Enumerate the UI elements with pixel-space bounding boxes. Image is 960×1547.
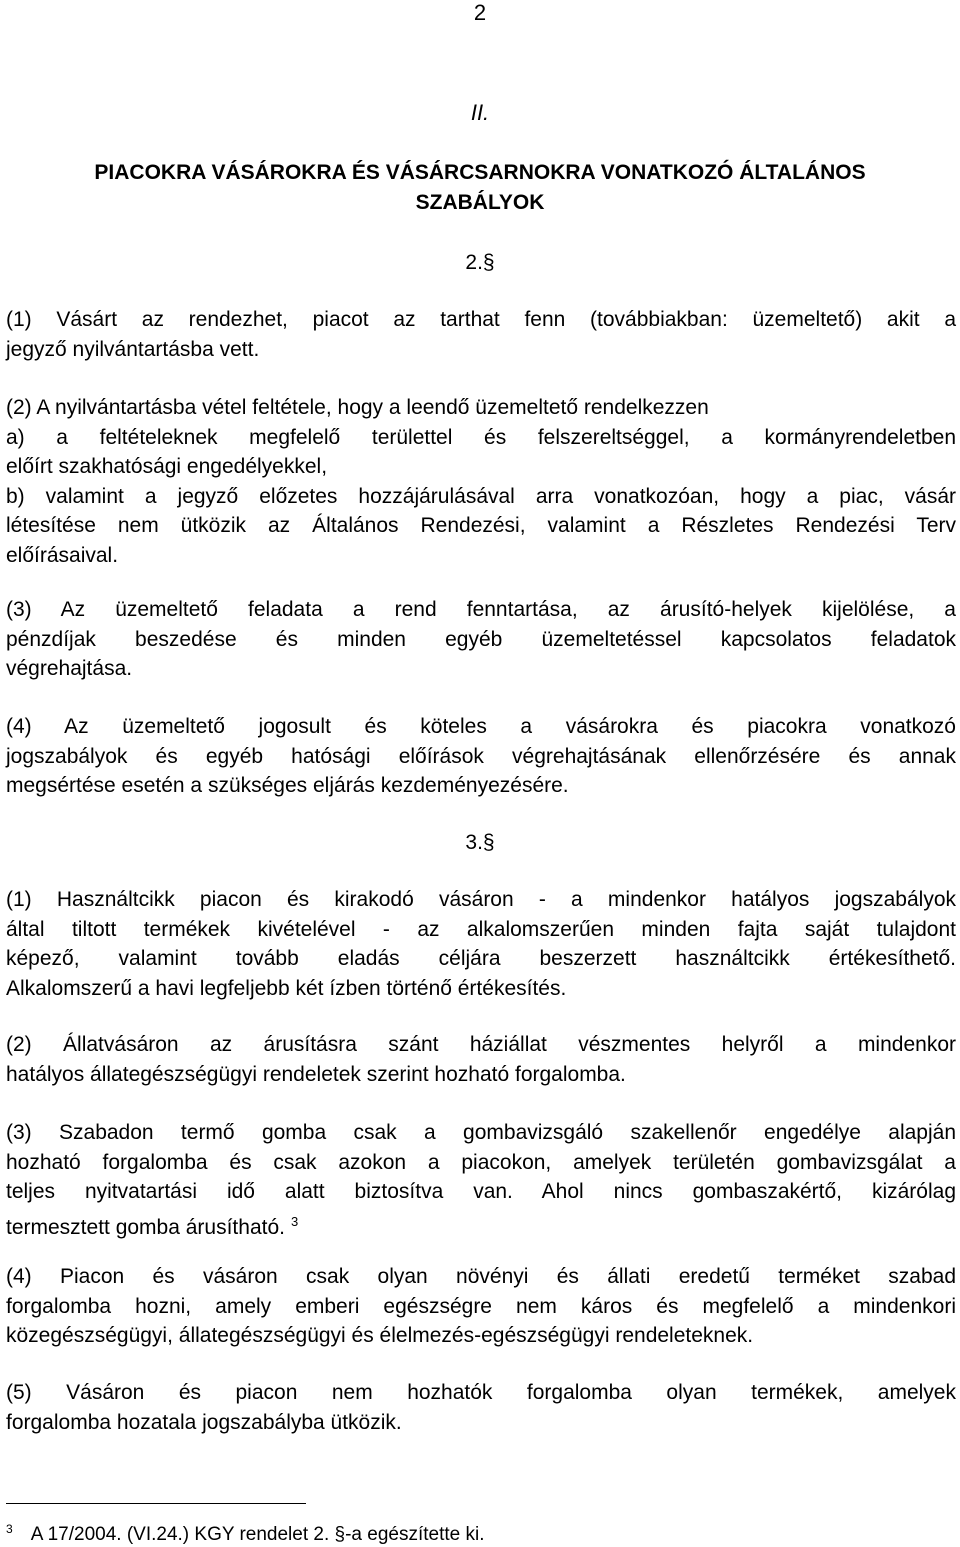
paragraph-line: (2) Állatvásáron az árusításra szánt háziállat vészmentes helyről a mindenkor	[6, 1033, 956, 1056]
section-3-paragraph-3	[6, 1118, 956, 1239]
paragraph-line: (3) Az üzemeltető feladata a rend fenntartása, az árusító-helyek kijelölése, a	[6, 598, 956, 621]
paragraph-line: közegészségügyi, állategészségügyi és élelmezés-egészségügyi rendeleteknek.	[6, 1324, 754, 1347]
paragraph-line: megsértése esetén a szükséges eljárás kezdeményezésére.	[6, 774, 569, 797]
footnote-separator	[6, 1503, 306, 1504]
paragraph-line: (1) Használtcikk piacon és kirakodó vásáron - a mindenkor hatályos jogszabályok	[6, 888, 956, 911]
paragraph-line: hozható forgalomba és csak azokon a piacokon, amelyek területén gombavizsgálat a	[6, 1150, 956, 1174]
paragraph-line: képező, valamint tovább eladás céljára beszerzett használtcikk értékesíthető.	[6, 947, 956, 970]
paragraph-line: előírt szakhatósági engedélyekkel,	[6, 455, 328, 478]
paragraph-line: pénzdíjak beszedése és minden egyéb üzemeltetéssel kapcsolatos feladatok	[6, 627, 956, 651]
paragraph-line: Alkalomszerű a havi legfeljebb két ízben történő értékesítés.	[6, 976, 567, 1000]
paragraph-line: forgalomba hozatala jogszabályba ütközik.	[6, 1410, 402, 1434]
section-3-paragraph-4	[6, 1262, 956, 1351]
paragraph-line: előírásaival.	[6, 543, 119, 567]
paragraph-line: (1) Vásárt az rendezhet, piacot az tarthat fenn (továbbiakban: üzemeltető) akit a	[6, 308, 956, 331]
footnote-text: A 17/2004. (VI.24.) KGY rendelet 2. §-a egészítette ki.	[30, 1524, 485, 1545]
section-3-paragraph-1	[6, 885, 956, 1003]
paragraph-line: által tiltott termékek kivételével - az alkalomszerűen minden fajta saját tulajdont	[6, 917, 956, 941]
section-2-paragraph-4	[6, 712, 956, 801]
paragraph-line: teljes nyitvatartási idő alatt biztosítva van. Ahol nincs gombaszakértő, kizárólag	[6, 1180, 956, 1203]
paragraph-line: létesítése nem ütközik az Általános Rendezési, valamint a Részletes Rendezési Terv	[6, 514, 956, 537]
paragraph-line: (5) Vásáron és piacon nem hozhatók forgalomba olyan termékek, amelyek	[6, 1381, 956, 1404]
paragraph-line: végrehajtása.	[6, 657, 133, 680]
section-2-mark: 2.§	[465, 251, 495, 274]
paragraph-line-text: termesztett gomba árusítható.	[6, 1215, 285, 1239]
footnote-reference[interactable]: 3	[290, 1213, 299, 1229]
paragraph-line: forgalomba hozni, amely emberi egészségre nem káros és megfelelő a mindenkori	[6, 1294, 956, 1318]
page-number: 2	[473, 0, 487, 25]
paragraph-line: (3) Szabadon termő gomba csak a gombavizsgáló szakellenőr engedélye alapján	[6, 1121, 956, 1144]
paragraph-line: (2) A nyilvántartásba vétel feltétele, hogy a leendő üzemeltető rendelkezzen	[6, 396, 709, 419]
section-3-paragraph-5	[6, 1378, 956, 1437]
paragraph-line	[6, 1207, 956, 1237]
chapter-title-line-2: SZABÁLYOK	[415, 191, 545, 214]
chapter-number: II.	[470, 100, 490, 125]
paragraph-line: jogszabályok és egyéb hatósági előírások végrehajtásának ellenőrzésére és annak	[6, 744, 956, 768]
chapter-title	[0, 158, 960, 218]
section-2-paragraph-2	[6, 393, 956, 570]
section-2-paragraph-3	[6, 595, 956, 684]
section-3-mark: 3.§	[465, 831, 495, 854]
footnote	[6, 1517, 485, 1547]
section-3-paragraph-2	[6, 1030, 956, 1089]
section-2-paragraph-1	[6, 305, 956, 364]
paragraph-line: (4) Piacon és vásáron csak olyan növényi és állati eredetű terméket szabad	[6, 1265, 956, 1288]
paragraph-line: a) a feltételeknek megfelelő területtel és felszereltséggel, a kormányrendeletben	[6, 425, 956, 449]
chapter-title-line-1: PIACOKRA VÁSÁROKRA ÉS VÁSÁRCSARNOKRA VONATKOZÓ ÁLTALÁNOS	[94, 161, 866, 184]
paragraph-line: b) valamint a jegyző előzetes hozzájárulásával arra vonatkozóan, hogy a piac, vásár	[6, 484, 956, 508]
paragraph-line: jegyző nyilvántartásba vett.	[6, 337, 260, 361]
paragraph-line: hatályos állategészségügyi rendeletek szerint hozható forgalomba.	[6, 1062, 626, 1086]
footnote-number: 3	[6, 1522, 13, 1536]
paragraph-line: (4) Az üzemeltető jogosult és köteles a vásárokra és piacokra vonatkozó	[6, 715, 956, 738]
